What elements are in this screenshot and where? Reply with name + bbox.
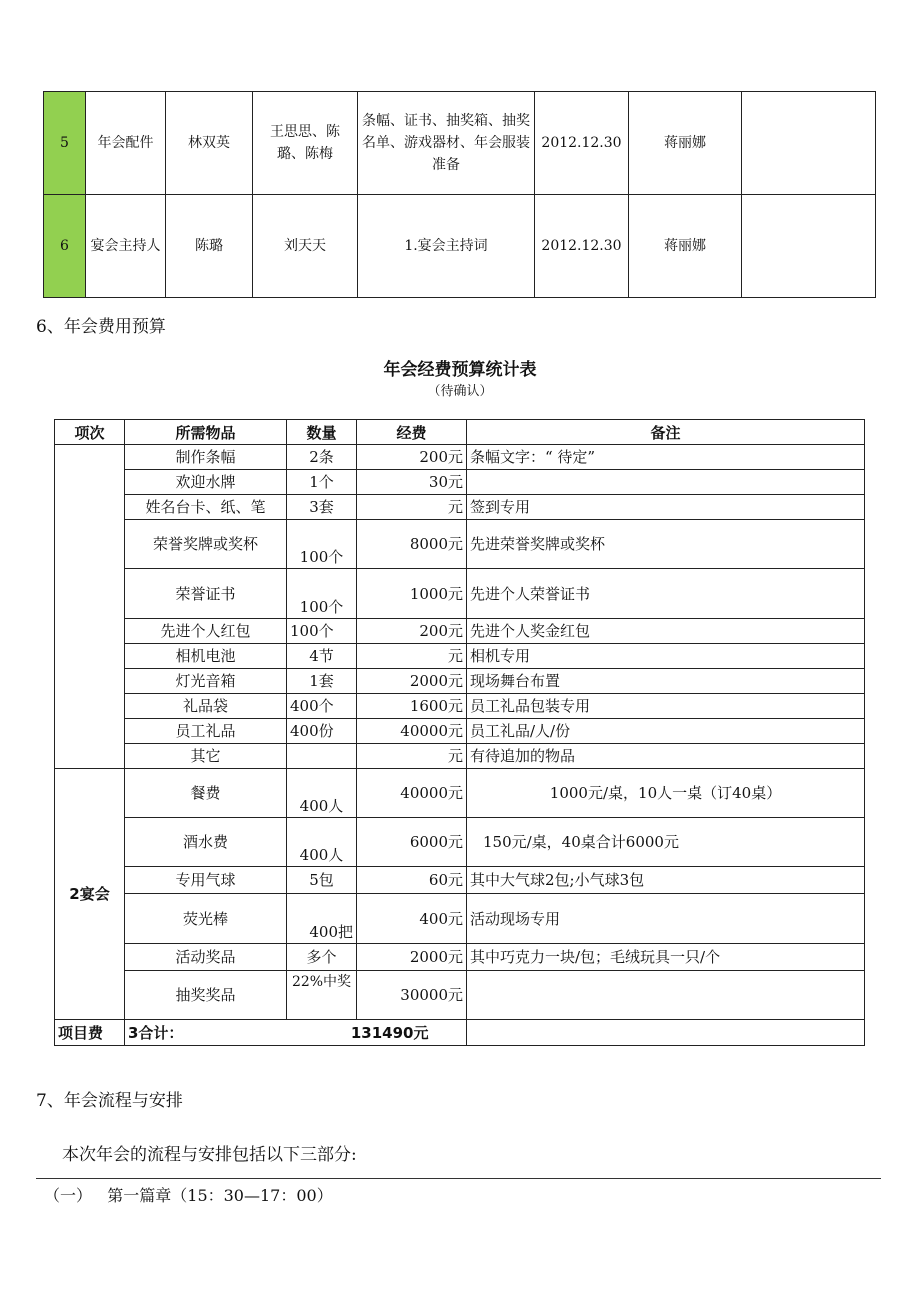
note-cell: 先进荣誉奖牌或奖杯 [467,520,865,569]
qty-cell: 3套 [287,495,357,520]
cost-cell: 60元 [357,867,467,894]
note-cell: 150元/桌，40桌合计6000元 [467,818,865,867]
item-cell: 荧光棒 [125,894,287,944]
task-item: 宴会主持人 [86,195,166,298]
qty-cell: 400个 [287,694,357,719]
qty-cell: 100个 [287,569,357,619]
qty-cell: 22%中奖 [287,971,357,1020]
item-cell: 姓名台卡、纸、笔 [125,495,287,520]
column-header: 备注 [467,420,865,445]
cost-cell: 元 [357,644,467,669]
task-note [742,92,876,195]
total-note-cell [467,1020,865,1046]
task-content: 条幅、证书、抽奖箱、抽奖名单、游戏器材、年会服装准备 [358,92,535,195]
note-cell: 签到专用 [467,495,865,520]
task-table [43,91,876,298]
item-cell: 欢迎水牌 [125,470,287,495]
table-row [55,719,865,744]
table-row [55,619,865,644]
qty-cell [287,744,357,769]
task-checker: 蒋丽娜 [629,92,742,195]
section-title-budget: 6、年会费用预算 [36,317,166,337]
qty-cell: 400份 [287,719,357,744]
qty-cell: 400人 [287,818,357,867]
group-1-cell [55,445,125,769]
qty-cell: 2条 [287,445,357,470]
table-row [55,894,865,944]
qty-cell: 5包 [287,867,357,894]
table-header-row [55,420,865,445]
cost-cell: 2000元 [357,669,467,694]
cost-cell: 1000元 [357,569,467,619]
task-note [742,195,876,298]
note-cell: 其中巧克力一块/包；毛绒玩具一只/个 [467,944,865,971]
table-row [55,644,865,669]
item-cell: 酒水费 [125,818,287,867]
note-cell [467,971,865,1020]
table-row [55,520,865,569]
item-cell: 专用气球 [125,867,287,894]
note-cell: 活动现场专用 [467,894,865,944]
budget-table [54,419,865,1046]
row-number: 5 [44,92,86,195]
task-members: 王思思、陈璐、陈梅 [253,92,358,195]
section-title-process: 7、年会流程与安排 [36,1091,183,1111]
note-cell [467,470,865,495]
qty-cell: 1个 [287,470,357,495]
table-row [55,944,865,971]
item-cell: 制作条幅 [125,445,287,470]
budget-table-subtitle: （待确认） [427,384,493,399]
task-members: 刘天天 [253,195,358,298]
task-item: 年会配件 [86,92,166,195]
task-owner: 陈璐 [166,195,253,298]
table-row [55,818,865,867]
item-cell: 活动奖品 [125,944,287,971]
table-row [55,971,865,1020]
intro-paragraph: 本次年会的流程与安排包括以下三部分: [62,1145,357,1165]
note-cell: 1000元/桌，10人一桌（订40桌） [467,769,865,818]
cost-cell: 2000元 [357,944,467,971]
divider [36,1178,881,1179]
item-cell: 员工礼品 [125,719,287,744]
total-cell [125,1020,467,1046]
note-cell: 现场舞台布置 [467,669,865,694]
column-header: 所需物品 [125,420,287,445]
cost-cell: 30元 [357,470,467,495]
item-cell: 荣誉证书 [125,569,287,619]
cost-cell: 8000元 [357,520,467,569]
task-content: 1.宴会主持词 [358,195,535,298]
task-date: 2012.12.30 [535,195,629,298]
qty-cell: 1套 [287,669,357,694]
cost-cell: 200元 [357,619,467,644]
row-number: 6 [44,195,86,298]
item-cell: 礼品袋 [125,694,287,719]
item-cell: 其它 [125,744,287,769]
budget-table-title: 年会经费预算统计表 [383,360,537,380]
qty-cell: 4节 [287,644,357,669]
item-cell: 先进个人红包 [125,619,287,644]
cost-cell: 元 [357,495,467,520]
cost-cell: 40000元 [357,719,467,744]
cost-cell: 元 [357,744,467,769]
cost-cell: 1600元 [357,694,467,719]
note-cell: 先进个人奖金红包 [467,619,865,644]
qty-cell: 100个 [287,619,357,644]
chapter-heading: （一） 第一篇章（15：30—17：00） [44,1186,333,1205]
task-date: 2012.12.30 [535,92,629,195]
total-row [55,1020,865,1046]
cost-cell: 40000元 [357,769,467,818]
total-value: 131490元 [350,1023,429,1042]
table-row [55,495,865,520]
note-cell: 有待追加的物品 [467,744,865,769]
note-cell: 相机专用 [467,644,865,669]
total-prefix: 3合计： [128,1023,184,1042]
table-row [44,195,876,298]
table-row [55,669,865,694]
note-cell: 员工礼品/人/份 [467,719,865,744]
qty-cell: 100个 [287,520,357,569]
task-owner: 林双英 [166,92,253,195]
table-row [44,92,876,195]
column-header: 数量 [287,420,357,445]
qty-cell: 多个 [287,944,357,971]
qty-cell: 400人 [287,769,357,818]
note-cell: 先进个人荣誉证书 [467,569,865,619]
table-row [55,867,865,894]
item-cell: 荣誉奖牌或奖杯 [125,520,287,569]
cost-cell: 200元 [357,445,467,470]
note-cell: 其中大气球2包;小气球3包 [467,867,865,894]
qty-cell: 400把 [287,894,357,944]
table-row [55,569,865,619]
total-label: 项目费 [55,1020,125,1046]
table-row [55,470,865,495]
item-cell: 相机电池 [125,644,287,669]
item-cell: 餐费 [125,769,287,818]
table-row [55,744,865,769]
table-row [55,769,865,818]
cost-cell: 6000元 [357,818,467,867]
task-checker: 蒋丽娜 [629,195,742,298]
item-cell: 灯光音箱 [125,669,287,694]
item-cell: 抽奖奖品 [125,971,287,1020]
column-header: 项次 [55,420,125,445]
table-row [55,445,865,470]
group-2-label: 2宴会 [55,769,125,1020]
table-row [55,694,865,719]
cost-cell: 30000元 [357,971,467,1020]
cost-cell: 400元 [357,894,467,944]
note-cell: 员工礼品包装专用 [467,694,865,719]
note-cell: 条幅文字：“ 待定” [467,445,865,470]
column-header: 经费 [357,420,467,445]
